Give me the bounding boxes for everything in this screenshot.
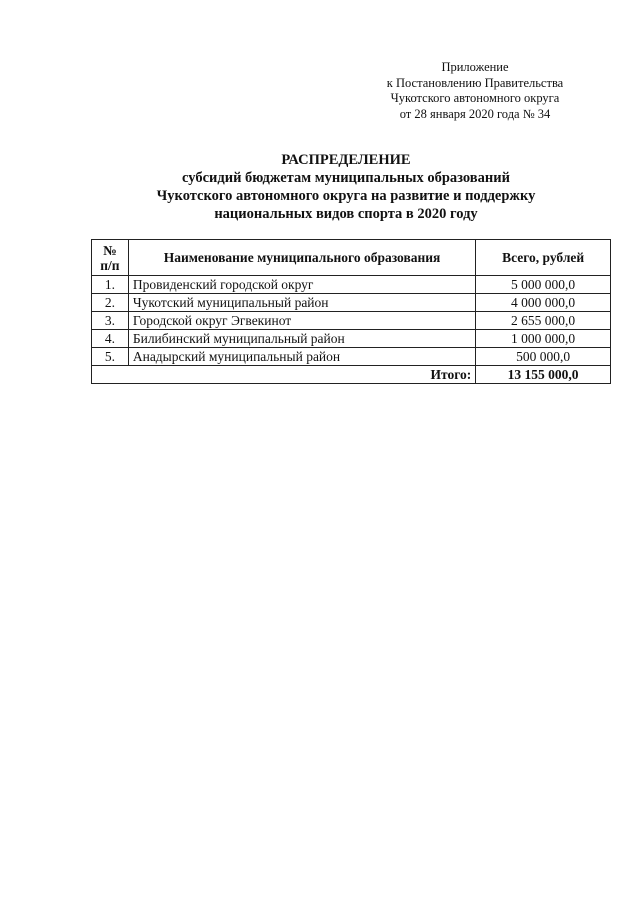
total-label: Итого: bbox=[92, 366, 476, 384]
row-number: 2. bbox=[92, 294, 129, 312]
row-municipality: Городской округ Эгвекинот bbox=[128, 312, 475, 330]
document-subtitle-line-3: национальных видов спорта в 2020 году bbox=[214, 206, 478, 222]
appendix-government-name: Чукотского автономного округа bbox=[390, 91, 560, 105]
distribution-table bbox=[91, 239, 611, 384]
row-municipality: Чукотский муниципальный район bbox=[128, 294, 475, 312]
row-municipality: Провиденский городской округ bbox=[128, 276, 475, 294]
header-municipality-name: Наименование муниципального образования bbox=[128, 240, 475, 276]
document-title: РАСПРЕДЕЛЕНИЕ bbox=[281, 152, 411, 168]
table-row bbox=[92, 330, 611, 348]
document-heading bbox=[40, 151, 640, 223]
total-amount: 13 155 000,0 bbox=[476, 366, 611, 384]
header-total-rubles: Всего, рублей bbox=[476, 240, 611, 276]
row-amount: 2 655 000,0 bbox=[476, 312, 611, 330]
header-number-symbol: № bbox=[103, 242, 117, 258]
header-number bbox=[92, 240, 129, 276]
table-row bbox=[92, 276, 611, 294]
row-municipality: Билибинский муниципальный район bbox=[128, 330, 475, 348]
row-number: 3. bbox=[92, 312, 129, 330]
appendix-label: Приложение bbox=[441, 60, 509, 74]
document-subtitle-line-2: Чукотского автономного округа на развитие и поддержку bbox=[156, 188, 536, 204]
document-subtitle-line-1: субсидий бюджетам муниципальных образований bbox=[182, 170, 510, 186]
table-total-row bbox=[92, 366, 611, 384]
table-row bbox=[92, 294, 611, 312]
table-header-row bbox=[92, 240, 611, 276]
row-amount: 5 000 000,0 bbox=[476, 276, 611, 294]
appendix-resolution-ref: к Постановлению Правительства bbox=[386, 75, 564, 90]
row-amount: 500 000,0 bbox=[476, 348, 611, 366]
row-number: 5. bbox=[92, 348, 129, 366]
row-amount: 1 000 000,0 bbox=[476, 330, 611, 348]
header-number-abbrev: п/п bbox=[100, 257, 120, 273]
appendix-block bbox=[330, 60, 620, 122]
row-number: 4. bbox=[92, 330, 129, 348]
row-number: 1. bbox=[92, 276, 129, 294]
row-municipality: Анадырский муниципальный район bbox=[128, 348, 475, 366]
appendix-date-number: от 28 января 2020 года № 34 bbox=[399, 106, 551, 121]
table-row bbox=[92, 348, 611, 366]
row-amount: 4 000 000,0 bbox=[476, 294, 611, 312]
table-row bbox=[92, 312, 611, 330]
